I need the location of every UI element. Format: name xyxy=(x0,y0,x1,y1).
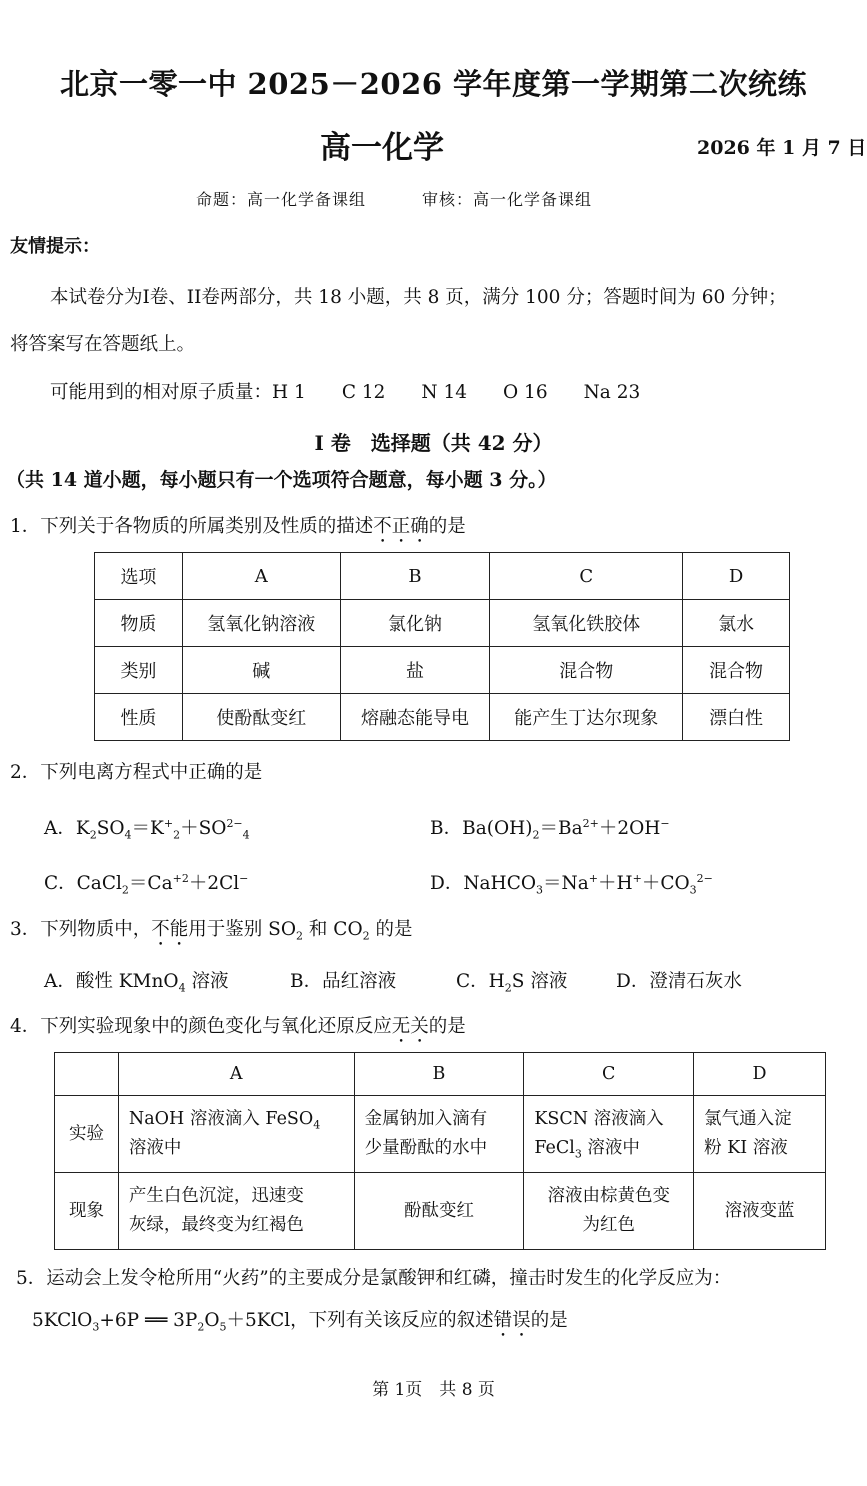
table-cell: 性质 xyxy=(95,694,183,741)
reviewer: 审核：高一化学备课组 xyxy=(422,190,593,209)
tips-heading: 友情提示： xyxy=(10,236,100,257)
table-cell: 氯气通入淀 粉 KI 溶液 xyxy=(694,1096,826,1173)
table-cell: C xyxy=(524,1053,694,1096)
table-cell: B xyxy=(354,1053,524,1096)
setter: 命题：高一化学备课组 xyxy=(196,190,367,209)
mass-n: N 14 xyxy=(421,382,467,403)
table-cell: C xyxy=(490,553,683,600)
table-cell: 氯化钠 xyxy=(340,600,490,647)
question-1-stem: 1．下列关于各物质的所属类别及性质的描述不正确的是 xyxy=(10,516,466,537)
atomic-masses xyxy=(50,378,640,404)
table-cell: 氯水 xyxy=(683,600,790,647)
table-cell: 能产生丁达尔现象 xyxy=(490,694,683,741)
question-2-stem: 2．下列电离方程式中正确的是 xyxy=(10,762,263,783)
table-row xyxy=(55,1173,826,1250)
table-cell: 类别 xyxy=(95,647,183,694)
table-cell: 混合物 xyxy=(683,647,790,694)
table-row xyxy=(55,1096,826,1173)
emphasis: 不正确 xyxy=(373,516,429,537)
emphasis: 不能 xyxy=(151,919,189,940)
table-cell: A xyxy=(118,1053,354,1096)
q2-option-b: B．$Ba(OH)_2=Ba^{2+}+2OH^-$ xyxy=(430,816,670,842)
table-cell: NaOH 溶液滴入 FeSO$_4$ 溶液中 xyxy=(118,1096,354,1173)
question-5-equation: 5KClO$_3$+6P ══ $3P_2O_5+5KCl$，下列有关该反应的叙述错误的是 xyxy=(32,1310,568,1334)
table-cell: 物质 xyxy=(95,600,183,647)
question-1-table xyxy=(94,552,790,741)
subject-title: 高一化学 xyxy=(320,130,444,166)
authors-line xyxy=(196,187,592,210)
tips-line-2: 将答案写在答题纸上。 xyxy=(10,334,196,355)
table-cell: 氢氧化铁胶体 xyxy=(490,600,683,647)
table-cell: 选项 xyxy=(95,553,183,600)
question-5-stem: 5．运动会上发令枪所用“火药”的主要成分是氯酸钾和红磷，撞击时发生的化学反应为： xyxy=(16,1268,732,1289)
table-cell: D xyxy=(683,553,790,600)
table-cell: 混合物 xyxy=(490,647,683,694)
section-note: （共 14 道小题，每小题只有一个选项符合题意，每小题 3 分。） xyxy=(6,469,557,491)
table-cell xyxy=(55,1053,119,1096)
table-cell: 熔融态能导电 xyxy=(340,694,490,741)
mass-c: C 12 xyxy=(341,382,386,403)
table-cell: 碱 xyxy=(182,647,340,694)
table-cell: B xyxy=(340,553,490,600)
emphasis: 无关 xyxy=(391,1016,429,1037)
question-4-table xyxy=(54,1052,826,1250)
table-cell: 溶液变蓝 xyxy=(694,1173,826,1250)
question-4-stem: 4．下列实验现象中的颜色变化与氧化还原反应无关的是 xyxy=(10,1016,466,1037)
table-cell: 实验 xyxy=(55,1096,119,1173)
section-title: I 卷 选择题（共 42 分） xyxy=(314,431,553,455)
table-row xyxy=(55,1053,826,1096)
table-cell: 盐 xyxy=(340,647,490,694)
table-cell: 酚酞变红 xyxy=(354,1173,524,1250)
q2-option-a: A．$K_2SO_4=K^+_2+SO^{2-}_4$ xyxy=(44,816,250,842)
table-cell: 氢氧化钠溶液 xyxy=(182,600,340,647)
table-row xyxy=(95,694,790,741)
table-cell: 溶液由棕黄色变 为红色 xyxy=(524,1173,694,1250)
table-cell: A xyxy=(182,553,340,600)
q3-option-c: C．$H_2S$ 溶液 xyxy=(456,971,568,995)
masses-label: 可能用到的相对原子质量： xyxy=(50,382,273,403)
q3-option-a: A．酸性 KMnO$_4$ 溶液 xyxy=(44,971,229,995)
q3-option-d: D．澄清石灰水 xyxy=(616,971,742,992)
table-cell: 使酚酞变红 xyxy=(182,694,340,741)
table-cell: D xyxy=(694,1053,826,1096)
table-row xyxy=(95,600,790,647)
table-cell: KSCN 溶液滴入 FeCl$_3$ 溶液中 xyxy=(524,1096,694,1173)
table-cell: 产生白色沉淀，迅速变 灰绿，最终变为红褐色 xyxy=(118,1173,354,1250)
question-3-stem: 3．下列物质中，不能用于鉴别 $SO_2$ 和 $CO_2$ 的是 xyxy=(10,919,413,943)
mass-h: H 1 xyxy=(272,382,306,403)
mass-o: O 16 xyxy=(503,382,548,403)
table-cell: 漂白性 xyxy=(683,694,790,741)
table-cell: 金属钠加入滴有 少量酚酞的水中 xyxy=(354,1096,524,1173)
exam-date: 2026 年 1 月 7 日 xyxy=(697,137,867,159)
q2-option-c: C．$CaCl_2=Ca^{+2}+2Cl^-$ xyxy=(44,871,249,897)
emphasis: 错误 xyxy=(493,1310,531,1331)
tips-line-1: 本试卷分为I卷、II卷两部分，共 18 小题，共 8 页，满分 100 分；答题时间为 60 分钟； xyxy=(50,287,787,308)
mass-na: Na 23 xyxy=(583,382,641,403)
q3-option-b: B．品红溶液 xyxy=(290,971,397,992)
table-row xyxy=(95,553,790,600)
q2-option-d: D．$NaHCO_3=Na^++H^++CO_3^{2-}$ xyxy=(430,871,713,897)
table-cell: 现象 xyxy=(55,1173,119,1250)
table-row xyxy=(95,647,790,694)
exam-title: 北京一零一中 2025－2026 学年度第一学期第二次统练 xyxy=(59,67,808,101)
page-footer: 第 1页 共 8 页 xyxy=(372,1380,495,1400)
